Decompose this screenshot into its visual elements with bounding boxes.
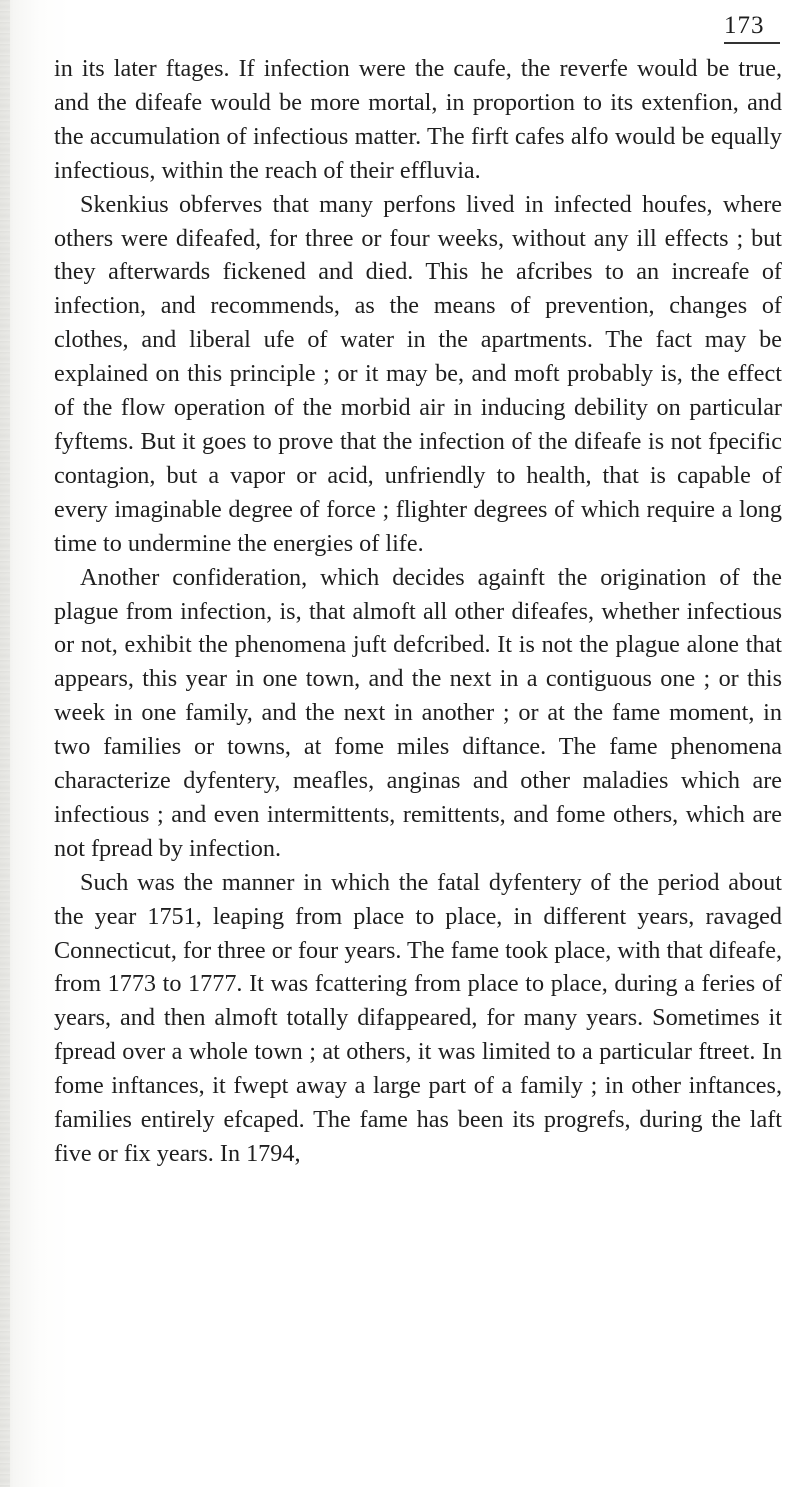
body-text — [54, 52, 782, 1171]
paragraph-3: Another confideration, which decides againft the origination of the plague from infection, is, that almoft all other difeafes, whether infectious or not, exhibit the phenomena juft defcribed. It is not the plague alone that appears, this year in one town, and the next in a contiguous one ; or this week in one family, and the next in another ; or at the fame moment, in two families or towns, at fome miles diftance. The fame phenomena characterize dyfentery, meafles, anginas and other maladies which are infectious ; and even intermittents, remittents, and fome others, which are not fpread by infection. — [54, 563, 782, 862]
paragraph-4: Such was the manner in which the fatal dyfentery of the period about the year 1751, leaping from place to place, in different years, ravaged Connecticut, for three or four years. The fame took place, with that difeafe, from 1773 to 1777. It was fcattering from place to place, during a feries of years, and then almoft totally difappeared, for many years. Sometimes it fpread over a whole town ; at others, it was limited to a particular ftreet. In fome inftances, it fwept away a large part of a family ; in other inftances, families entirely efcaped. The fame has been its progrefs, during the laft five or fix years. In 1794, — [54, 868, 782, 1167]
page-binding-edge — [0, 0, 10, 1487]
page-number: 173 — [724, 12, 780, 44]
paragraph-2: Skenkius obferves that many perfons lived in infected houfes, where others were difeafed, for three or four weeks, without any ill effects ; but they afterwards fickened and died. This he afcribes to an increafe of infection, and recommends, as the means of prevention, changes of clothes, and liberal ufe of water in the apartments. The fact may be explained on this principle ; or it may be, and moft probably is, the effect of the flow operation of the morbid air in inducing debility on particular fyftems. But it goes to prove that the infection of the difeafe is not fpecific contagion, but a vapor or acid, unfriendly to health, that is capable of every imaginable degree of force ; flighter degrees of which require a long time to undermine the energies of life. — [54, 190, 782, 557]
paragraph-1: in its later ftages. If infection were the caufe, the reverfe would be true, and the difeafe would be more mortal, in proportion to its extenfion, and the accumulation of infectious matter. The firft cafes alfo would be equally infectious, within the reach of their effluvia. — [54, 55, 782, 184]
